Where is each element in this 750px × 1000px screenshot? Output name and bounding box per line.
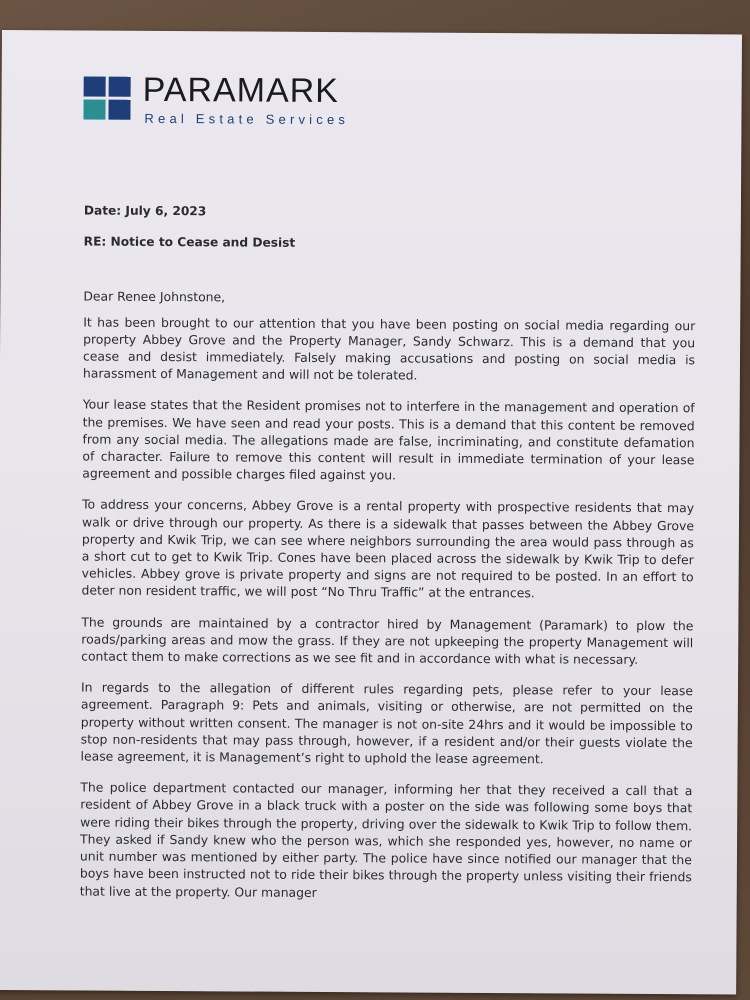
- brand-name: PARAMARK: [142, 70, 340, 111]
- company-logo: [83, 70, 350, 128]
- letter-date: Date: July 6, 2023: [83, 203, 207, 219]
- brand-tagline: Real Estate Services: [144, 110, 350, 128]
- letter-body: [80, 203, 696, 903]
- paragraph-grounds: The grounds are maintained by a contractor hired by Management (Paramark) to plow the roads/parking areas and mow the grass. If they are not upkeeping the property Management will contact them to make corrections as we see fit and in accordance with what is necessary.: [81, 614, 694, 667]
- salutation: Dear Renee Johnstone,: [83, 288, 226, 305]
- paragraph-pets: In regards to the allegation of different rules regarding pets, please refer to your lease agreement. Paragraph 9: Pets and animals, visiting or otherwise, are not permitted on the property without written consent. The manager is not on-site 24hrs and it would be impossible to stop non-residents that may pass through, however, if a resident and/or their guests violate the lease agreement, it is Management’s right to uphold the lease agreement.: [80, 679, 694, 767]
- letter-subject: RE: Notice to Cease and Desist: [83, 234, 296, 250]
- letter-page: [0, 30, 742, 995]
- paragraph-police: The police department contacted our manager, informing her that they received a call that a resident of Abbey Grove in a black truck with a poster on the side was following some boys that were riding their bikes through the property, driving over the sidewalk to Kwik Trip to follow them. They asked if Sandy knew who the person was, which she responded yes, however, no name or unit number was mentioned by either party. The police have since notified our manager that the boys have been instructed not to ride their bikes through the property unless visiting their friends that live at the property. Our manager: [79, 779, 693, 900]
- paragraph-social-media: It has been brought to our attention that you have been posting on social media regarding our property Abbey Grove and the Property Manager, Sandy Schwarz. This is a demand that you cease and desist immediately. Falsely making accusations and posting on social media is harassment of Management and will not be tolerated.: [82, 314, 696, 383]
- logo-squares-icon: [83, 77, 130, 120]
- paragraph-traffic: To address your concerns, Abbey Grove is a rental property with prospective residents that may walk or drive through our property. As there is a sidewalk that passes between the Abbey Grove property and Kwik Trip, we can see where neighbors surrounding the area would pass through as a short cut to get to Kwik Trip. Cones have been placed across the sidewalk by Kwik Trip to defer vehicles. Abbey grove is private property and signs are not required to be posted. In an effort to deter non resident traffic, we will post “No Thru Traffic” at the entrances.: [81, 496, 695, 601]
- paragraph-lease-terms: Your lease states that the Resident promises not to interfere in the management and operation of the premises. We have seen and read your posts. This is a demand that this content be removed from any social media. The allegations made are false, incriminating, and constitute defamation of character. Failure to remove this content will result in immediate termination of your lease agreement and possible charges filed against you.: [82, 396, 695, 483]
